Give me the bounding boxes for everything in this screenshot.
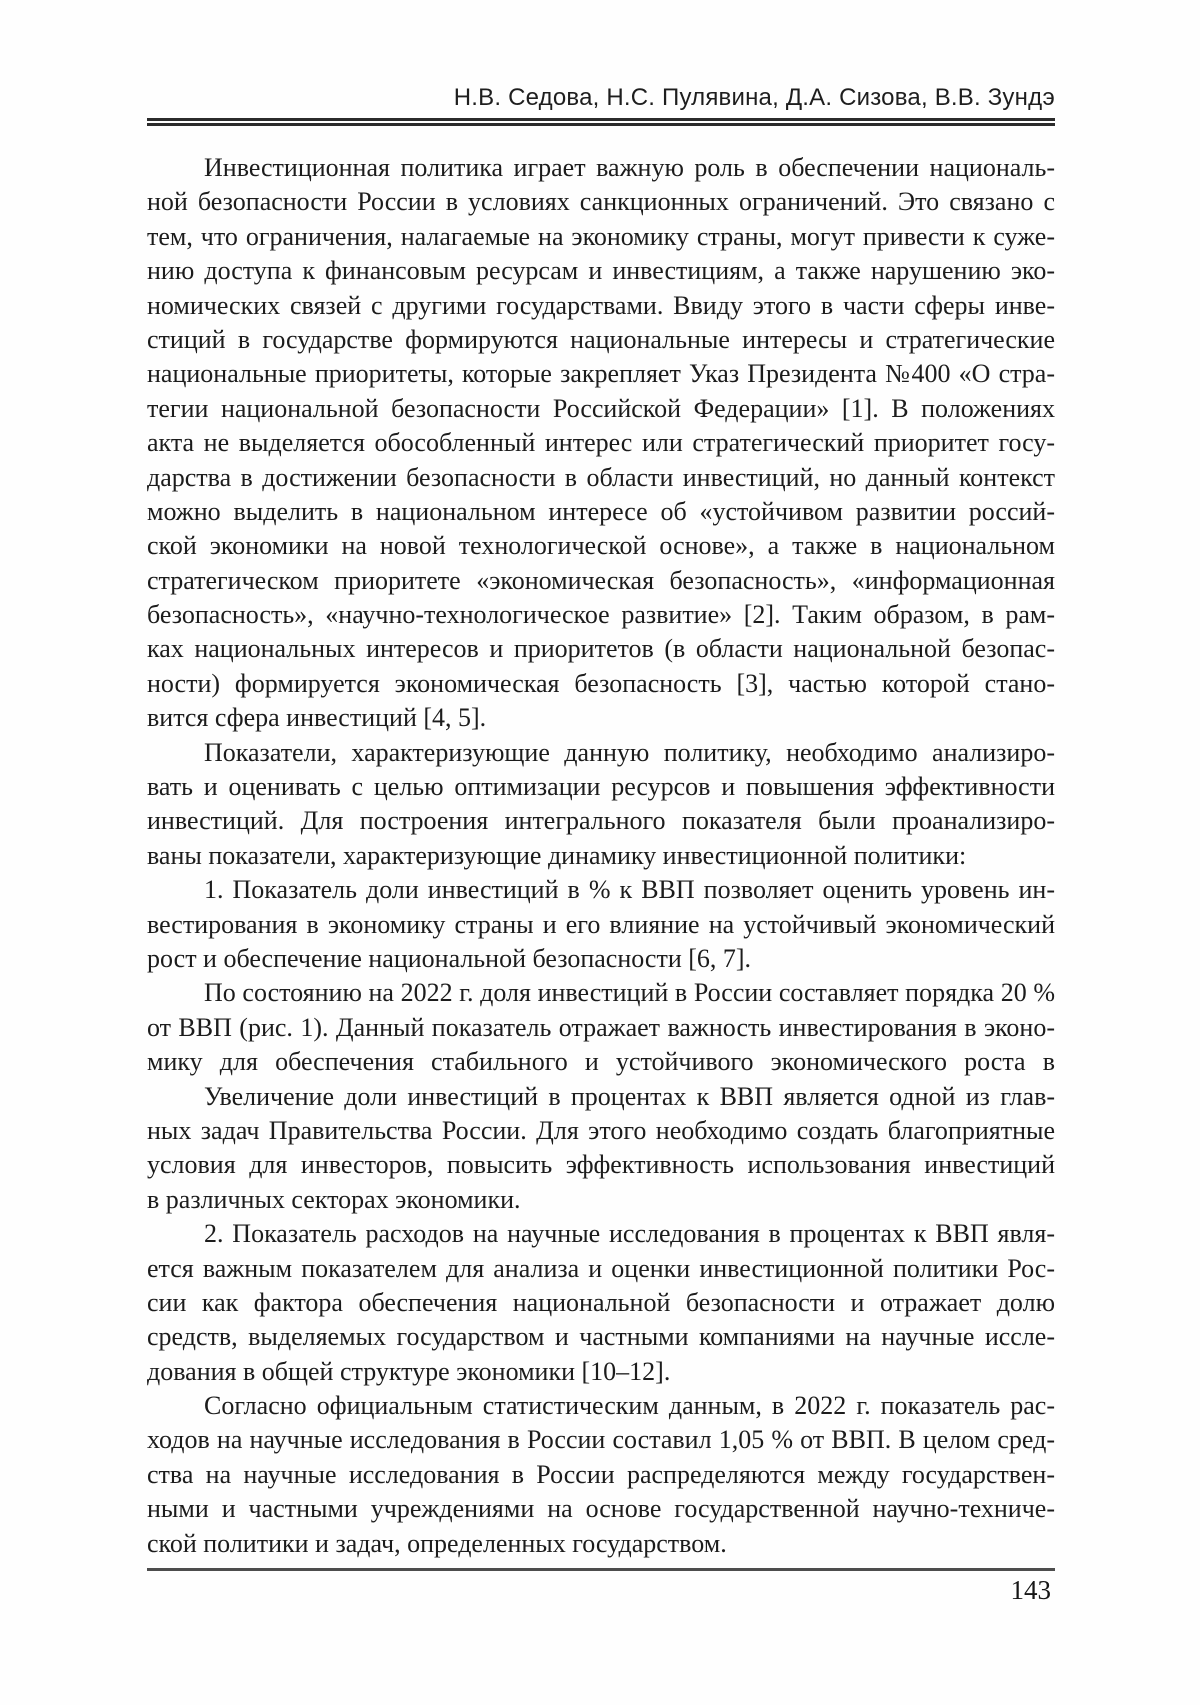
text-line: По состоянию на 2022 г. доля инвестиций в России составляет порядка 20 %: [204, 978, 1055, 1008]
text-line: можно выделить в национальном интересе об «устойчивом развитии россий-: [147, 496, 1055, 526]
text-line: вится сфера инвестиций [4, 5].: [147, 703, 487, 733]
text-line: Согласно официальным статистическим данным, в 2022 г. показатель рас-: [204, 1391, 1055, 1421]
text-line: вестирования в экономику страны и его влияние на устойчивый экономический: [147, 909, 1055, 939]
text-line: дования в общей структуре экономики [10–12].: [147, 1356, 671, 1386]
text-line: нию доступа к финансовым ресурсам и инвестициям, а также нарушению эко-: [147, 256, 1055, 286]
text-line: ной безопасности России в условиях санкционных ограничений. Это связано с: [147, 187, 1055, 217]
text-line: тем, что ограничения, налагаемые на экономику страны, могут привести к суже-: [147, 221, 1055, 251]
paragraph: [147, 1080, 1055, 1218]
page-body: [147, 151, 1055, 1561]
text-line: ходов на научные исследования в России составил 1,05 % от ВВП. В целом сред-: [147, 1425, 1055, 1455]
text-line: акта не выделяется обособленный интерес или стратегический приоритет госу-: [147, 428, 1055, 458]
text-line: мику для обеспечения стабильного и устойчивого экономического роста в: [147, 1047, 1055, 1077]
text-line: ных задач Правительства России. Для этого необходимо создать благоприятные: [147, 1115, 1055, 1145]
text-line: Увеличение доли инвестиций в процентах к ВВП является одной из глав-: [204, 1081, 1055, 1111]
text-line: ваны показатели, характеризующие динамику инвестиционной политики:: [147, 840, 967, 870]
footer-rule: [147, 1568, 1055, 1571]
paragraph: [147, 1217, 1055, 1389]
text-line: безопасность», «научно-технологическое развитие» [2]. Таким образом, в рам-: [147, 600, 1055, 630]
text-line: номических связей с другими государствами. Ввиду этого в части сферы инве-: [147, 290, 1055, 320]
text-line: стиций в государстве формируются национальные интересы и стратегические: [147, 324, 1055, 354]
text-line: ется важным показателем для анализа и оценки инвестиционной политики Рос-: [147, 1253, 1055, 1283]
text-line: 1. Показатель доли инвестиций в % к ВВП позволяет оценить уровень ин-: [204, 875, 1055, 905]
text-line: ности) формируется экономическая безопасность [3], частью которой стано-: [147, 668, 1055, 698]
paragraph: [147, 976, 1055, 1079]
text-line: условия для инвесторов, повысить эффективность использования инвестиций: [147, 1150, 1055, 1180]
text-line: рост и обеспечение национальной безопасности [6, 7].: [147, 943, 752, 973]
text-line: 2. Показатель расходов на научные исследования в процентах к ВВП явля-: [204, 1219, 1055, 1249]
text-line: ными и частными учреждениями на основе государственной научно-техниче-: [147, 1494, 1055, 1524]
text-line: ской экономики на новой технологической основе», а также в национальном: [147, 531, 1055, 561]
text-line: ства на научные исследования в России распределяются между государствен-: [147, 1459, 1055, 1489]
text-line: стратегическом приоритете «экономическая безопасность», «информационная: [147, 565, 1055, 595]
text-line: национальные приоритеты, которые закрепляет Указ Президента №400 «О стра-: [147, 359, 1055, 389]
paragraph: [147, 1389, 1055, 1561]
text-line: Инвестиционная политика играет важную роль в обеспечении националь-: [204, 153, 1055, 182]
text-line: в различных секторах экономики.: [147, 1184, 521, 1214]
text-line: Показатели, характеризующие данную политику, необходимо анализиро-: [204, 737, 1055, 767]
text-line: вать и оценивать с целью оптимизации ресурсов и повышения эффективности: [147, 772, 1055, 802]
paragraph: [147, 736, 1055, 874]
text-line: инвестиций. Для построения интегрального показателя были проанализиро-: [147, 806, 1055, 836]
text-line: тегии национальной безопасности Российской Федерации» [1]. В положениях: [147, 393, 1055, 423]
text-line: сии как фактора обеспечения национальной безопасности и отражает долю: [147, 1287, 1055, 1317]
text-line: ской политики и задач, определенных государством.: [147, 1528, 727, 1558]
text-line: средств, выделяемых государством и частными компаниями на научные иссле-: [147, 1322, 1055, 1352]
running-header: [147, 0, 1055, 126]
header-double-rule: [147, 118, 1055, 126]
authors-line: Н.В. Седова, Н.С. Пулявина, Д.А. Сизова, В.В. Зундэ: [453, 84, 1055, 111]
page-number: 143: [1010, 1575, 1051, 1605]
text-line: ках национальных интересов и приоритетов (в области национальной безопас-: [147, 634, 1055, 664]
text-line: от ВВП (рис. 1). Данный показатель отражает важность инвестирования в эконо-: [147, 1012, 1055, 1042]
text-line: дарства в достижении безопасности в области инвестиций, но данный контекст: [147, 462, 1055, 492]
paragraph: [147, 873, 1055, 976]
paragraph: [147, 151, 1055, 736]
